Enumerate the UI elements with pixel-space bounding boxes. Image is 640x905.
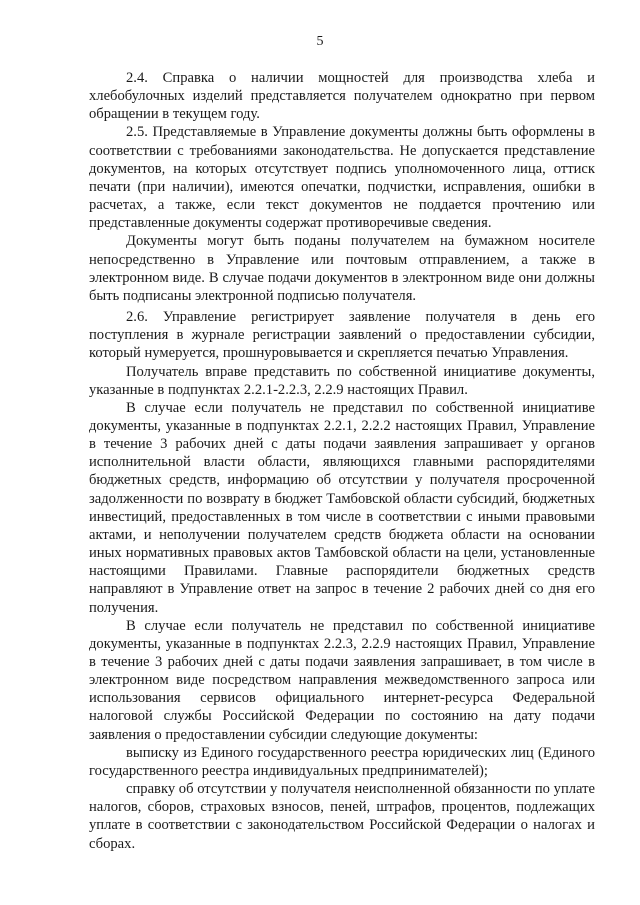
document-body [89, 69, 595, 853]
paragraph-2-4: 2.4. Справка о наличии мощностей для производства хлеба и хлебобулочных изделий представляется получателем однократно при первом обращении в текущем году. [89, 70, 595, 123]
paragraph-submission-methods: Документы могут быть поданы получателем на бумажном носителе непосредственно в Управление или почтовым отправлением, а также в электронном виде. В случае подачи документов в электронном виде они должны быть подписаны электронной подписью получателя. [89, 233, 595, 304]
list-item-register-extract: выписку из Единого государственного реестра юридических лиц (Единого государственного реестра индивидуальных предпринимателей); [89, 744, 595, 779]
paragraph-request-tax-info: В случае если получатель не представил по собственной инициативе документы, указанные в подпунктах 2.2.3, 2.2.9 настоящих Правил, Управление в течение 3 рабочих дней с даты подачи заявления запрашивает, в том числе в электронном виде посредством направления межведомственного запроса или использования сервисов официального интернет-ресурса Федеральной налоговой службы Российской Федерации по состоянию на дату подачи заявления о предоставлении субсидии следующие документы: [89, 617, 595, 743]
list-item-tax-certificate: справку об отсутствии у получателя неисполненной обязанности по уплате налогов, сборов, страховых взносов, пеней, штрафов, процентов, подлежащих уплате в соответствии с законодательством Российской Федерации о налогах и сборах. [89, 781, 595, 852]
paragraph-request-budget-info: В случае если получатель не представил по собственной инициативе документы, указанные в подпунктах 2.2.1, 2.2.2 настоящих Правил, Управление в течение 3 рабочих дней с даты подачи заявления запрашивает у органов исполнительной власти области, являющихся главными распорядителями бюджетных средств, информацию об отсутствии у получателя просроченной задолженности по возврату в бюджет Тамбовской области субсидий, бюджетных инвестиций, предоставленных в том числе в соответствии с иными правовыми актами, и неполучении получателем средств бюджета области на основании иных нормативных правовых актов Тамбовской области на цели, установленные настоящими Правилами. Главные распорядители бюджетных средств направляют в Управление ответ на запрос в течение 2 рабочих дней со дня его получения. [89, 399, 595, 616]
page-number: 5 [316, 34, 324, 49]
paragraph-2-6: 2.6. Управление регистрирует заявление получателя в день его поступления в журнале регистрации заявлений о предоставлении субсидии, который нумеруется, прошнуровывается и скрепляется печатью Управления. [89, 309, 595, 362]
paragraph-2-5: 2.5. Представляемые в Управление документы должны быть оформлены в соответствии с требованиями законодательства. Не допускается представление документов, на которых отсутствует подпись уполномоченного лица, оттиск печати (при наличии), имеются опечатки, подчистки, исправления, ошибки в расчетах, а также, если текст документов не поддается прочтению или представленные документы содержат противоречивые сведения. [89, 124, 595, 232]
paragraph-optional-documents: Получатель вправе представить по собственной инициативе документы, указанные в подпунктах 2.2.1-2.2.3, 2.2.9 настоящих Правил. [89, 363, 595, 398]
